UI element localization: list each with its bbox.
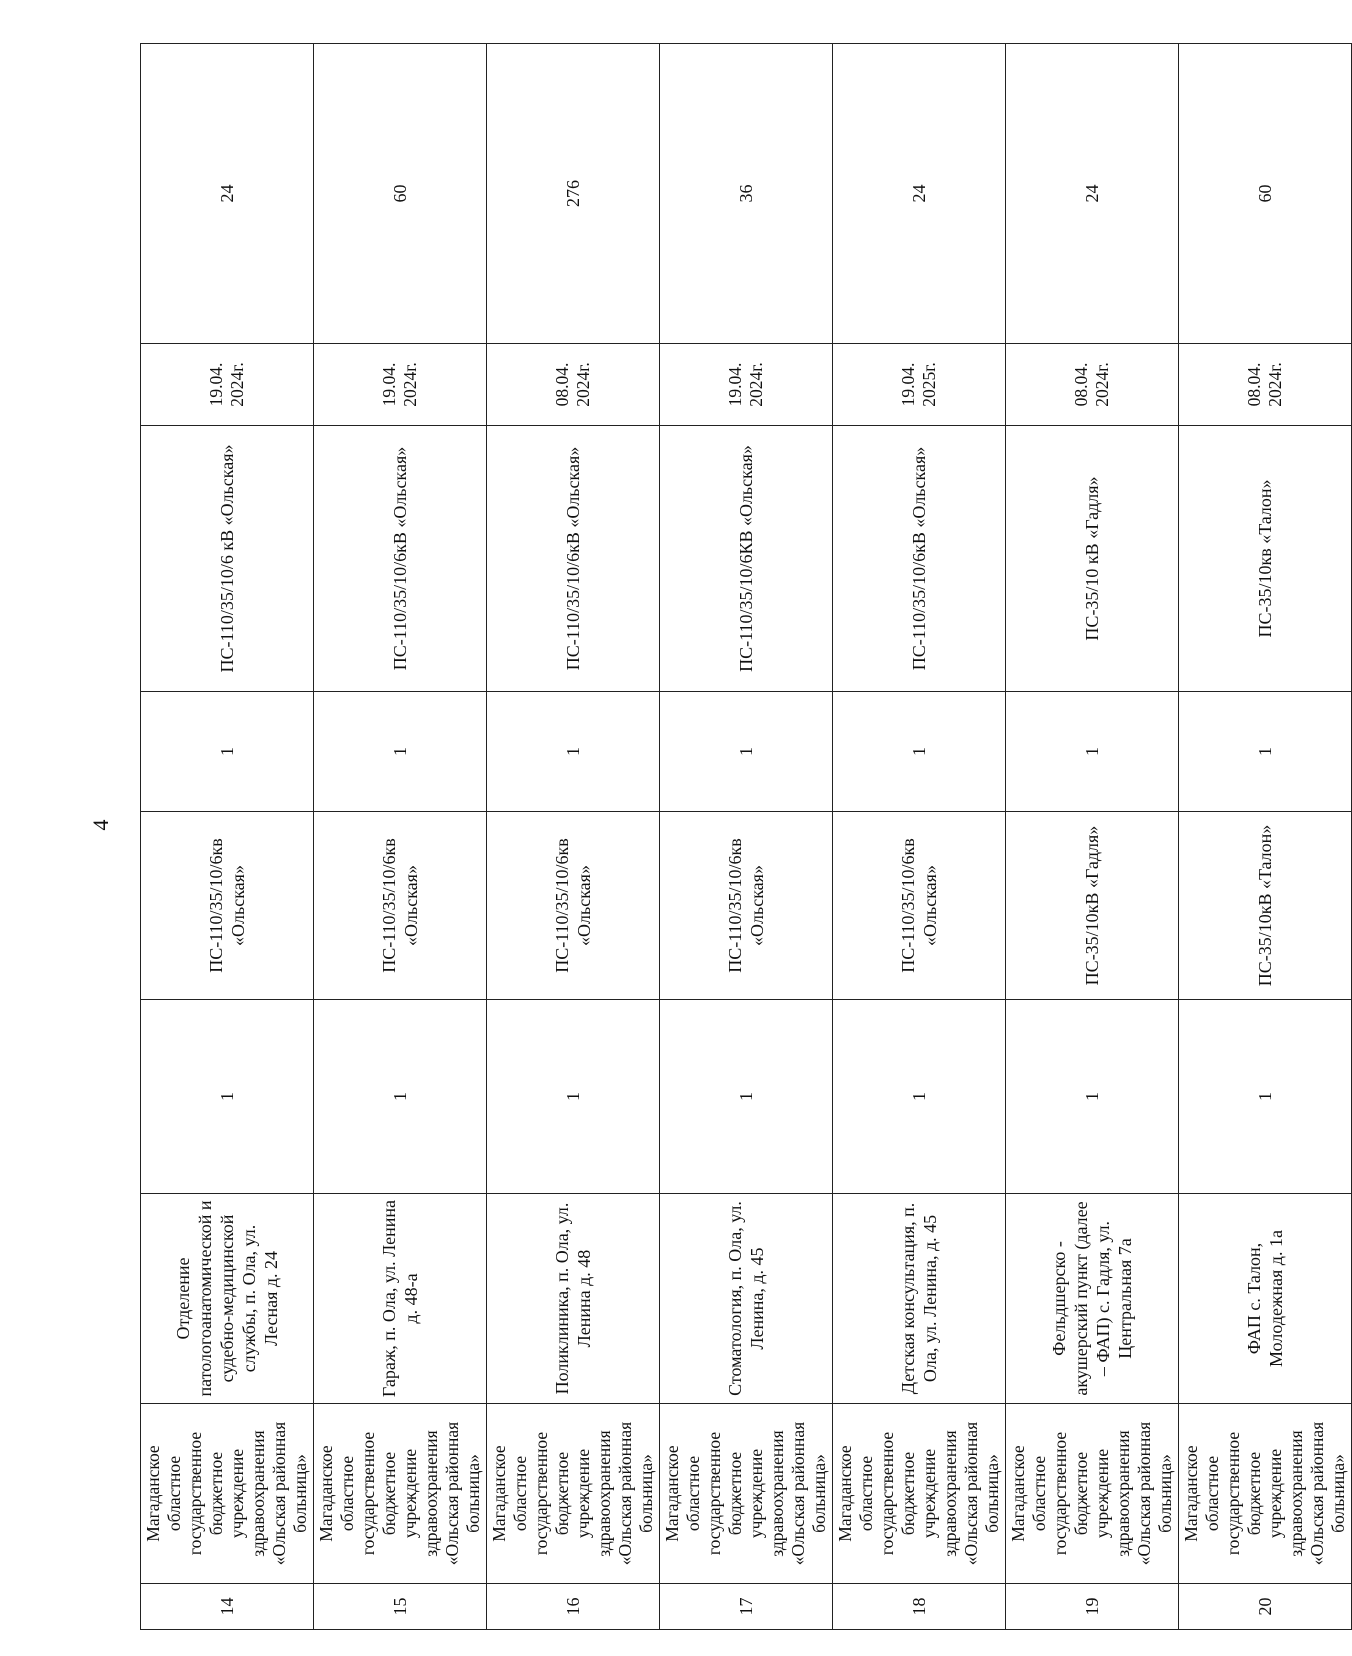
organization-cell: Магаданское областное государственное бюджетное учреждение здравоохранения «Ольская районная больница» — [141, 1404, 314, 1584]
row-number: 17 — [660, 1584, 833, 1630]
value-cell: 36 — [660, 44, 833, 344]
object-cell: ФАП с. Талон, Молодежная д. 1а — [1179, 1194, 1352, 1404]
row-number: 16 — [487, 1584, 660, 1630]
substation-cell: ПС-110/35/10/6КВ «Ольская» — [660, 426, 833, 692]
organization-cell: Магаданское областное государственное бюджетное учреждение здравоохранения «Ольская районная больница» — [314, 1404, 487, 1584]
count-cell: 1 — [487, 1000, 660, 1194]
count-cell: 1 — [660, 692, 833, 812]
organization-cell: Магаданское областное государственное бюджетное учреждение здравоохранения «Ольская районная больница» — [487, 1404, 660, 1584]
table-row — [487, 44, 660, 1630]
table-row — [833, 44, 1006, 1630]
row-number: 18 — [833, 1584, 1006, 1630]
value-cell: 60 — [314, 44, 487, 344]
count-cell: 1 — [314, 692, 487, 812]
count-cell: 1 — [1179, 692, 1352, 812]
organization-cell: Магаданское областное государственное бюджетное учреждение здравоохранения «Ольская районная больница» — [833, 1404, 1006, 1584]
date-cell: 19.04. 2024г. — [660, 344, 833, 426]
row-number: 14 — [141, 1584, 314, 1630]
feed-substation-cell: ПС-35/10кВ «Гадля» — [1006, 812, 1179, 1000]
count-cell: 1 — [487, 692, 660, 812]
feed-substation-cell: ПС-110/35/10/6кв «Ольская» — [314, 812, 487, 1000]
table-row — [314, 44, 487, 1630]
substation-cell: ПС-110/35/10/6кВ «Ольская» — [833, 426, 1006, 692]
substation-cell: ПС-110/35/10/6кВ «Ольская» — [314, 426, 487, 692]
page-number: 4 — [88, 819, 113, 831]
count-cell: 1 — [1006, 1000, 1179, 1194]
feed-substation-cell: ПС-110/35/10/6кв «Ольская» — [833, 812, 1006, 1000]
value-cell: 24 — [1006, 44, 1179, 344]
substation-cell: ПС-35/10 кВ «Гадля» — [1006, 426, 1179, 692]
count-cell: 1 — [141, 1000, 314, 1194]
row-number: 15 — [314, 1584, 487, 1630]
substation-cell: ПС-110/35/10/6кВ «Ольская» — [487, 426, 660, 692]
date-cell: 19.04. 2024г. — [141, 344, 314, 426]
feed-substation-cell: ПС-110/35/10/6кв «Ольская» — [141, 812, 314, 1000]
table-row — [1006, 44, 1179, 1630]
date-cell: 08.04. 2024г. — [487, 344, 660, 426]
row-number: 19 — [1006, 1584, 1179, 1630]
count-cell: 1 — [141, 692, 314, 812]
date-cell: 19.04. 2025г. — [833, 344, 1006, 426]
value-cell: 24 — [141, 44, 314, 344]
table-row — [1179, 44, 1352, 1630]
organization-cell: Магаданское областное государственное бюджетное учреждение здравоохранения «Ольская районная больница» — [1006, 1404, 1179, 1584]
object-cell: Детская консультация, п. Ола, ул. Ленина, д. 45 — [833, 1194, 1006, 1404]
object-cell: Фельдшерско - акушерский пункт (далее – ФАП) с. Гадля, ул. Центральная 7а — [1006, 1194, 1179, 1404]
count-cell: 1 — [314, 1000, 487, 1194]
value-cell: 60 — [1179, 44, 1352, 344]
rotated-table-container — [140, 44, 1348, 1630]
count-cell: 1 — [833, 692, 1006, 812]
count-cell: 1 — [1006, 692, 1179, 812]
count-cell: 1 — [660, 1000, 833, 1194]
feed-substation-cell: ПС-110/35/10/6кв «Ольская» — [487, 812, 660, 1000]
object-cell: Отделение патологоанатомической и судебно-медицинской службы, п. Ола, ул. Лесная д. 24 — [141, 1194, 314, 1404]
date-cell: 08.04. 2024г. — [1006, 344, 1179, 426]
count-cell: 1 — [1179, 1000, 1352, 1194]
row-number: 20 — [1179, 1584, 1352, 1630]
value-cell: 24 — [833, 44, 1006, 344]
value-cell: 276 — [487, 44, 660, 344]
organization-cell: Магаданское областное государственное бюджетное учреждение здравоохранения «Ольская районная больница» — [1179, 1404, 1352, 1584]
table-row — [660, 44, 833, 1630]
feed-substation-cell: ПС-35/10кВ «Талон» — [1179, 812, 1352, 1000]
date-cell: 19.04. 2024г. — [314, 344, 487, 426]
table-body — [141, 44, 1352, 1630]
substation-table — [140, 43, 1352, 1630]
substation-cell: ПС-35/10кв «Талон» — [1179, 426, 1352, 692]
table-row — [141, 44, 314, 1630]
date-cell: 08.04. 2024г. — [1179, 344, 1352, 426]
organization-cell: Магаданское областное государственное бюджетное учреждение здравоохранения «Ольская районная больница» — [660, 1404, 833, 1584]
substation-cell: ПС-110/35/10/6 кВ «Ольская» — [141, 426, 314, 692]
object-cell: Стоматология, п. Ола, ул. Ленина, д. 45 — [660, 1194, 833, 1404]
object-cell: Гараж, п. Ола, ул. Ленина д. 48-а — [314, 1194, 487, 1404]
count-cell: 1 — [833, 1000, 1006, 1194]
object-cell: Поликлиника, п. Ола, ул. Ленина д. 48 — [487, 1194, 660, 1404]
feed-substation-cell: ПС-110/35/10/6кв «Ольская» — [660, 812, 833, 1000]
